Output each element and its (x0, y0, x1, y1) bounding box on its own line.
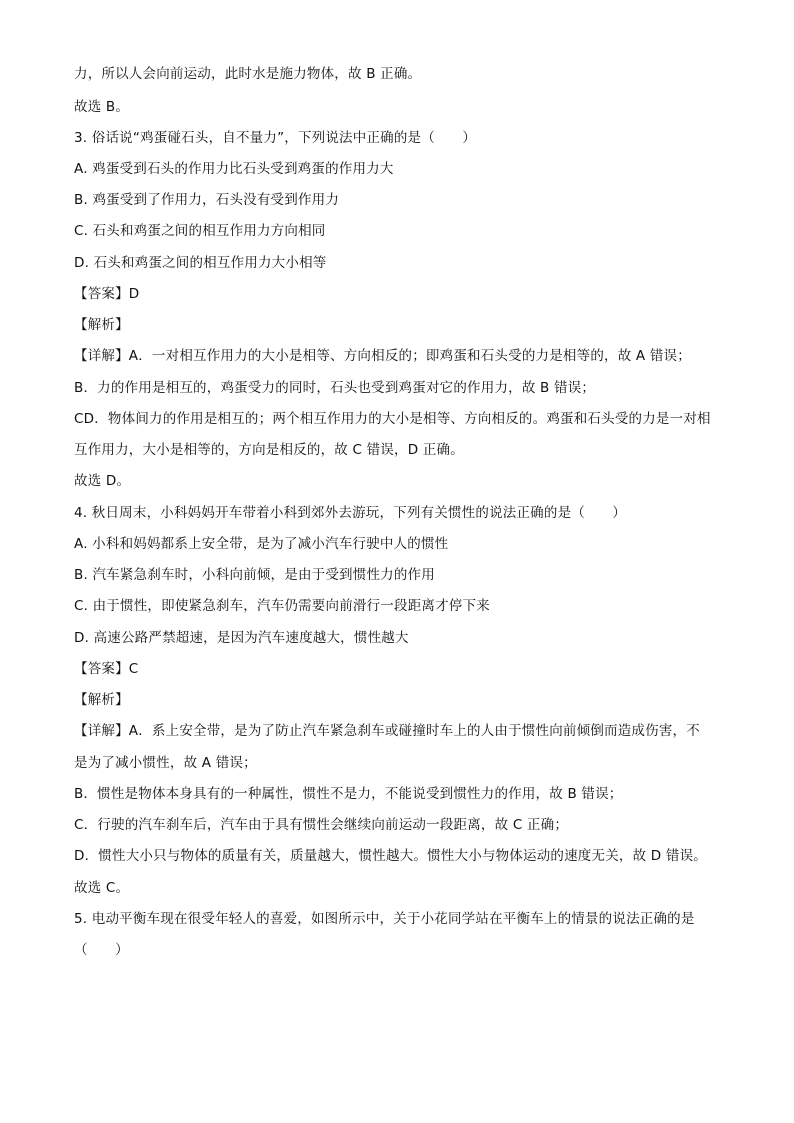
detail-line: B．惯性是物体本身具有的一种属性，惯性不是力，不能说受到惯性力的作用，故 B 错误； (74, 786, 623, 802)
detail-line: CD．物体间力的作用是相互的；两个相互作用力的大小是相等、方向相反的。鸡蛋和石头受的力是一对相 (74, 411, 711, 427)
question-3-option-d: D. 石头和鸡蛋之间的相互作用力大小相等 (74, 255, 327, 271)
question-3-option-b: B. 鸡蛋受到了作用力，石头没有受到作用力 (74, 192, 340, 208)
detail-line: C．行驶的汽车刹车后，汽车由于具有惯性会继续向前运动一段距离，故 C 正确； (74, 817, 569, 833)
text-line: 力，所以人会向前运动，此时水是施力物体，故 B 正确。 (74, 66, 422, 82)
question-3-stem: 3. 俗话说“鸡蛋碰石头，自不量力”，下列说法中正确的是（ ） (74, 130, 477, 146)
answer-label: 【答案】C (74, 661, 139, 677)
question-4-option-b: B. 汽车紧急刹车时，小科向前倾，是由于受到惯性力的作用 (74, 567, 435, 583)
question-3-option-c: C. 石头和鸡蛋之间的相互作用力方向相同 (74, 223, 326, 239)
detail-line: 【详解】A．一对相互作用力的大小是相等、方向相反的；即鸡蛋和石头受的力是相等的，故 A 错误； (74, 348, 691, 364)
question-4-stem: 4. 秋日周末，小科妈妈开车带着小科到郊外去游玩，下列有关惯性的说法正确的是（ ） (74, 505, 627, 521)
question-3-option-a: A. 鸡蛋受到石头的作用力比石头受到鸡蛋的作用力大 (74, 161, 394, 177)
answer-label: 【答案】D (74, 286, 140, 302)
question-5-blank: （ ） (74, 942, 129, 958)
conclusion-line: 故选 C。 (74, 880, 130, 896)
detail-line: B．力的作用是相互的，鸡蛋受力的同时，石头也受到鸡蛋对它的作用力，故 B 错误； (74, 380, 596, 396)
detail-line: 【详解】A．系上安全带，是为了防止汽车紧急刹车或碰撞时车上的人由于惯性向前倾倒而造成伤害，不 (74, 723, 700, 739)
question-4-option-d: D. 高速公路严禁超速，是因为汽车速度越大，惯性越大 (74, 630, 409, 646)
text-line: 故选 B。 (74, 99, 130, 115)
detail-line: D．惯性大小只与物体的质量有关，质量越大，惯性越大。惯性大小与物体运动的速度无关，故 D 错误。 (74, 848, 707, 864)
conclusion-line: 故选 D。 (74, 473, 131, 489)
analysis-label: 【解析】 (74, 692, 129, 708)
question-5-stem: 5. 电动平衡车现在很受年轻人的喜爱，如图所示中，关于小花同学站在平衡车上的情景的说法正确的是 (74, 911, 695, 927)
analysis-label: 【解析】 (74, 317, 129, 333)
question-4-option-a: A. 小科和妈妈都系上安全带，是为了减小汽车行驶中人的惯性 (74, 536, 449, 552)
detail-line: 是为了减小惯性，故 A 错误； (74, 755, 257, 771)
question-4-option-c: C. 由于惯性，即使紧急刹车，汽车仍需要向前滑行一段距离才停下来 (74, 598, 490, 614)
detail-line: 互作用力，大小是相等的，方向是相反的，故 C 错误，D 正确。 (74, 442, 464, 458)
